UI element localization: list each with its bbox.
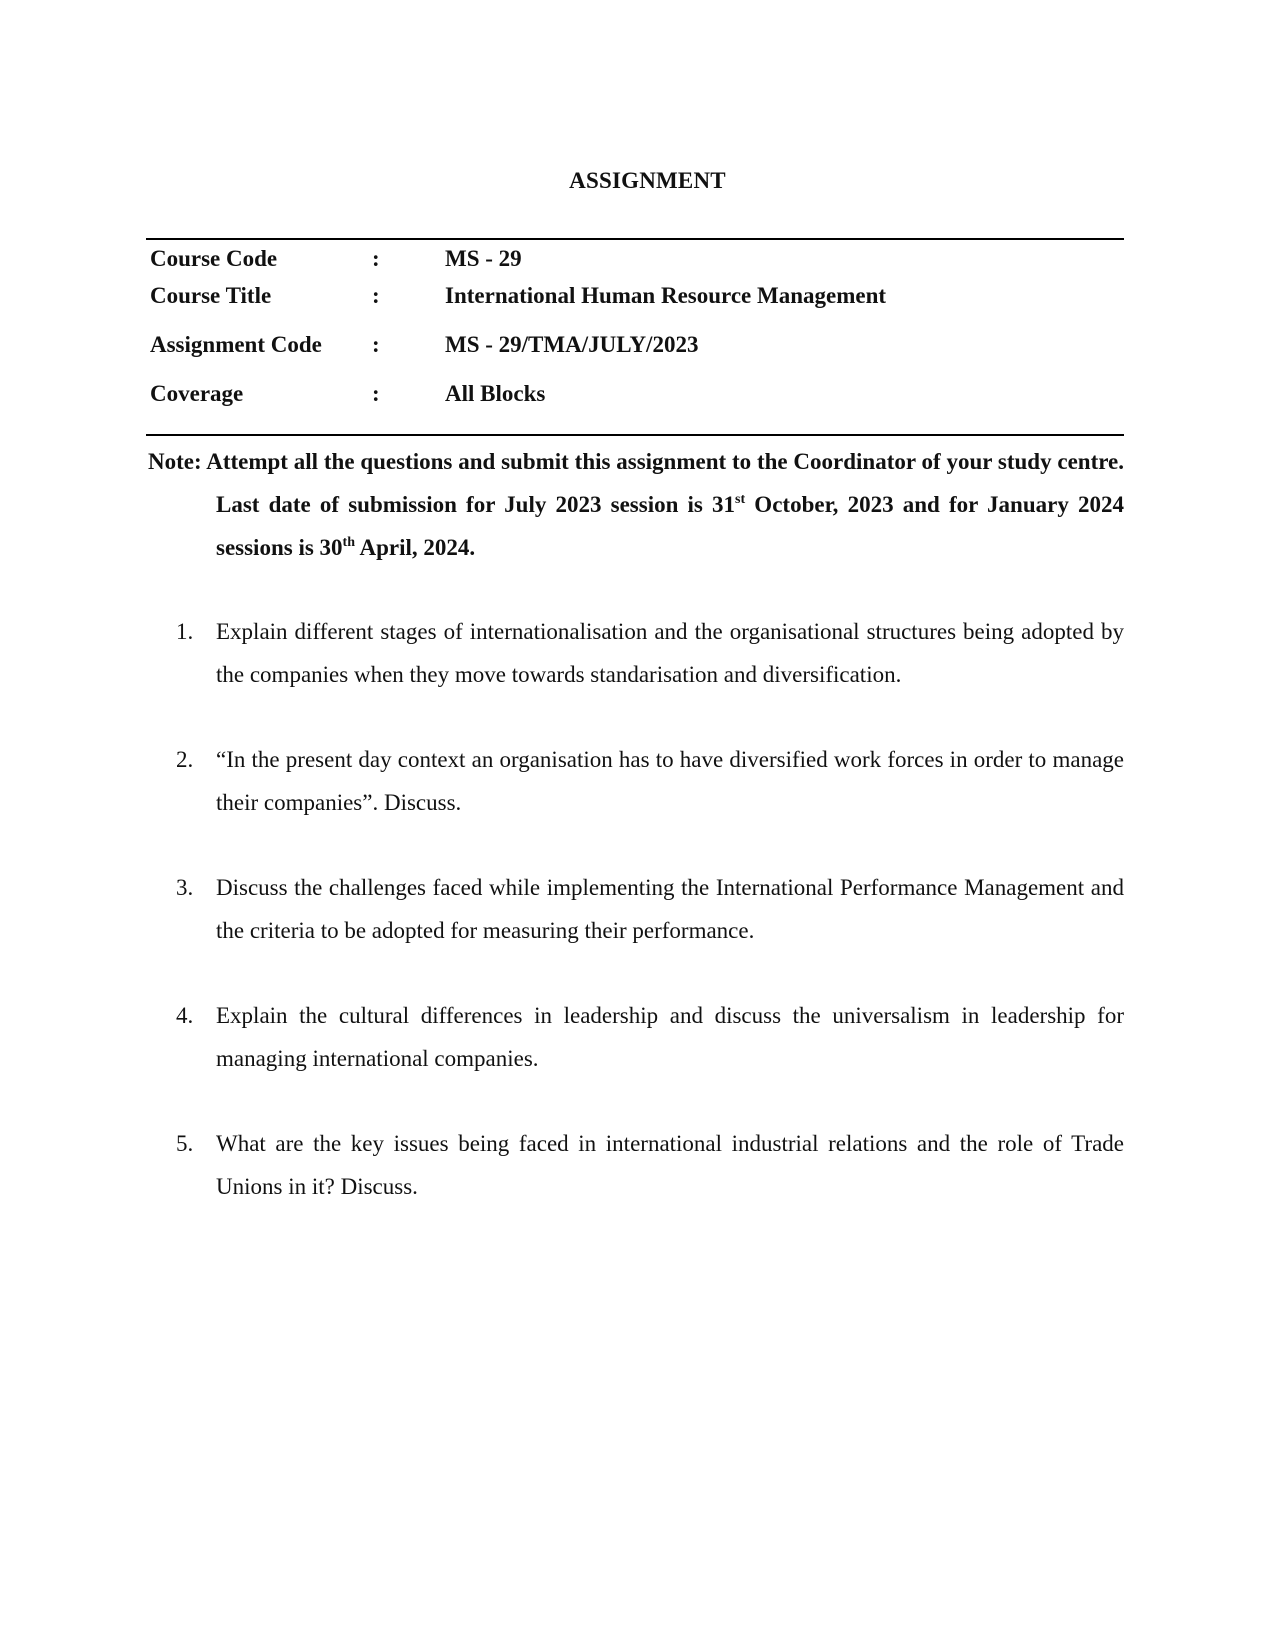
- note-text-part3: April, 2024.: [355, 535, 476, 560]
- meta-value: MS - 29: [445, 246, 522, 271]
- question-item: [176, 1122, 1124, 1208]
- question-number: 1.: [176, 619, 194, 644]
- note-sup-st: st: [735, 492, 746, 507]
- meta-label: Coverage: [150, 381, 244, 406]
- submission-note: [148, 440, 1124, 569]
- course-details-table: [146, 238, 1124, 436]
- question-number: 5.: [176, 1131, 194, 1156]
- meta-label: Assignment Code: [150, 332, 322, 357]
- question-list: [176, 610, 1124, 1250]
- question-number: 3.: [176, 875, 194, 900]
- meta-colon: :: [372, 381, 380, 406]
- meta-value: MS - 29/TMA/JULY/2023: [445, 332, 699, 357]
- meta-colon: :: [372, 332, 380, 357]
- meta-colon: :: [372, 246, 380, 271]
- meta-row-course-code: [146, 246, 1124, 283]
- meta-label: Course Code: [150, 246, 278, 271]
- note-body: [148, 440, 1124, 569]
- note-text-part2: October, 2023 and for January 2024 sessions is 30: [216, 492, 1125, 560]
- question-text: “In the present day context an organisation has to have diversified work forces in order to manage their companies”. Discuss.: [216, 747, 1124, 815]
- question-text: Discuss the challenges faced while implementing the International Performance Management and the criteria to be adopted for measuring their performance.: [216, 875, 1124, 943]
- note-sup-th: th: [342, 535, 355, 550]
- meta-row-course-title: [146, 283, 1124, 332]
- meta-row-coverage: [146, 381, 1124, 430]
- page-title: ASSIGNMENT: [569, 168, 726, 193]
- question-text: Explain different stages of internationalisation and the organisational structures being adopted by the companies when they move towards standarisation and diversification.: [216, 619, 1124, 687]
- note-text-part1: Attempt all the questions and submit this assignment to the Coordinator of your study centre. Last date of submission for July 2023 session is 31: [206, 449, 1125, 517]
- question-item: [176, 610, 1124, 696]
- meta-value: International Human Resource Management: [445, 283, 887, 308]
- question-number: 4.: [176, 1003, 194, 1028]
- question-item: [176, 866, 1124, 952]
- meta-value: All Blocks: [445, 381, 546, 406]
- question-item: [176, 738, 1124, 824]
- question-text: Explain the cultural differences in leadership and discuss the universalism in leadership for managing international companies.: [216, 1003, 1124, 1071]
- note-label: Note:: [148, 449, 202, 474]
- question-item: [176, 994, 1124, 1080]
- meta-row-assignment-code: [146, 332, 1124, 381]
- question-number: 2.: [176, 747, 194, 772]
- meta-label: Course Title: [150, 283, 272, 308]
- question-text: What are the key issues being faced in international industrial relations and the role of Trade Unions in it? Discuss.: [216, 1131, 1124, 1199]
- meta-colon: :: [372, 283, 380, 308]
